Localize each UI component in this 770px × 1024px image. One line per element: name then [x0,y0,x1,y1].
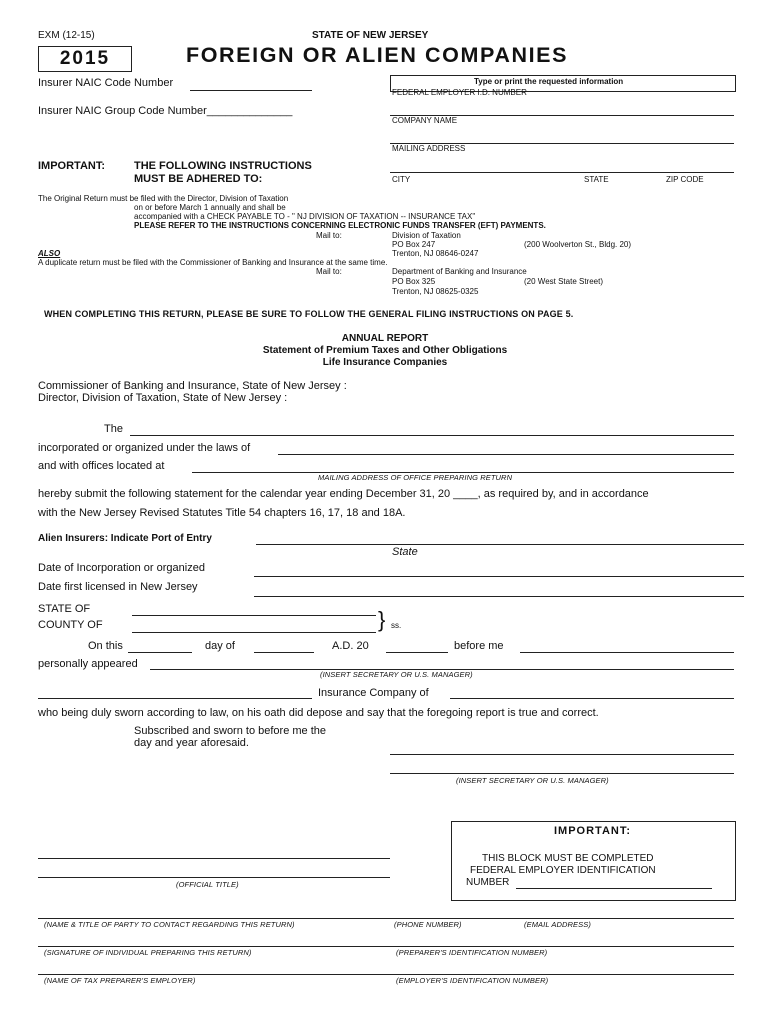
important-line2: MUST BE ADHERED TO: [134,173,263,185]
subscribed-line2: day and year aforesaid. [134,737,249,749]
incorporation-date-field[interactable] [254,576,744,577]
employer-line[interactable] [38,974,734,975]
day-field[interactable] [128,652,192,653]
company-field[interactable] [130,435,734,436]
licensed-date-label: Date first licensed in New Jersey [38,581,198,593]
report-title: ANNUAL REPORT [341,333,429,344]
naic-code-label: Insurer NAIC Code Number [38,77,174,89]
fein-label: FEDERAL EMPLOYER I.D. NUMBER [392,88,527,97]
ss-brace: } [378,607,386,632]
employer-name-caption: (NAME OF TAX PREPARER'S EMPLOYER) [44,976,196,985]
official-signature-field[interactable] [38,858,390,859]
hereby-text: hereby submit the following statement for the calendar year ending December 31, 20 ____, as required by, and in accordance [38,488,649,500]
on-this-label: On this [88,640,123,652]
addressee-commissioner: Commissioner of Banking and Insurance, State of New Jersey : [38,380,347,392]
state-caption: State [392,546,418,558]
day-of-label: day of [205,640,235,652]
important-line1: THE FOLLOWING INSTRUCTIONS [134,160,312,172]
insert-secretary-caption: (INSERT SECRETARY OR U.S. MANAGER) [320,670,473,679]
addr2-line1: Department of Banking and Insurance [392,267,527,276]
ad-label: A.D. 20 [332,640,369,652]
instr-line3: accompanied with a CHECK PAYABLE TO - " NJ DIVISION OF TAXATION -- INSURANCE TAX" [134,212,476,221]
alien-insurers-label: Alien Insurers: Indicate Port of Entry [38,533,212,544]
naic-code-field[interactable] [190,90,312,91]
report-subtitle: Statement of Premium Taxes and Other Obligations [262,345,508,356]
notary-signature-field[interactable] [390,754,734,755]
addr1-street: (200 Woolverton St., Bldg. 20) [524,240,632,249]
important-label: IMPORTANT: [38,160,106,172]
appeared-label: personally appeared [38,658,138,670]
city-label: CITY [392,175,411,184]
mailing-address-label: MAILING ADDRESS [392,144,466,153]
fein-box-field[interactable] [516,888,712,889]
phone-caption: (PHONE NUMBER) [394,920,462,929]
zip-label: ZIP CODE [666,175,704,184]
before-me-label: before me [454,640,504,652]
addr2-street: (20 West State Street) [524,277,603,286]
duplicate-note: A duplicate return must be filed with the Commissioner of Banking and Insurance at the same time. [38,258,388,267]
employer-id-caption: (EMPLOYER'S IDENTIFICATION NUMBER) [396,976,549,985]
mail-to-2: Mail to: [316,267,342,276]
fein-box-line2: FEDERAL EMPLOYER IDENTIFICATION [470,865,656,876]
the-label: The [104,423,123,435]
mailing-address-caption: MAILING ADDRESS OF OFFICE PREPARING RETURN [318,473,513,482]
naic-group-label: Insurer NAIC Group Code Number______________ [38,105,293,117]
year-field[interactable] [386,652,448,653]
addressee-director: Director, Division of Taxation, State of New Jersey : [38,392,288,404]
county-of-label: COUNTY OF [38,619,103,631]
fein-box-line1: THIS BLOCK MUST BE COMPLETED [482,853,654,864]
month-field[interactable] [254,652,314,653]
incorporation-date-label: Date of Incorporation or organized [38,562,205,574]
state-of-field[interactable] [132,615,376,616]
form-code: EXM (12-15) [38,30,95,41]
fein-box-title: IMPORTANT: [553,825,631,837]
ss-label: ss. [391,621,402,630]
addr1-line1: Division of Taxation [392,231,461,240]
email-caption: (EMAIL ADDRESS) [524,920,591,929]
official-title-caption: (OFFICIAL TITLE) [176,880,239,889]
addr2-line3: Trenton, NJ 08625-0325 [392,287,479,296]
insert-secretary-caption-2: (INSERT SECRETARY OR U.S. MANAGER) [456,776,609,785]
general-filing-note: WHEN COMPLETING THIS RETURN, PLEASE BE SURE TO FOLLOW THE GENERAL FILING INSTRUCTIONS ON PAGE 5. [44,309,574,319]
signature-line[interactable] [38,946,734,947]
also-label: ALSO [38,249,61,258]
instr-line1: The Original Return must be filed with the Director, Division of Taxation [38,194,289,203]
state-heading: STATE OF NEW JERSEY [312,30,429,41]
insurance-of-field[interactable] [450,698,734,699]
signature-caption: (SIGNATURE OF INDIVIDUAL PREPARING THIS RETURN) [44,948,252,957]
company-name-label: COMPANY NAME [392,116,458,125]
report-type: Life Insurance Companies [322,357,448,368]
insurance-co-label: Insurance Company of [318,687,429,699]
type-print-note: Type or print the requested information [474,77,624,86]
incorporated-label: incorporated or organized under the laws of [38,442,251,454]
instr-line2: on or before March 1 annually and shall be [134,203,286,212]
contact-line[interactable] [38,918,734,919]
county-of-field[interactable] [132,632,376,633]
fein-box-line3: NUMBER [466,877,510,888]
form-title: FOREIGN OR ALIEN COMPANIES [186,43,569,67]
mailing-address-field[interactable] [390,172,734,173]
subscribed-line1: Subscribed and sworn to before me the [134,725,327,737]
incorporated-field[interactable] [278,454,734,455]
licensed-date-field[interactable] [254,596,744,597]
insurance-name-field[interactable] [38,698,312,699]
statutes-text: with the New Jersey Revised Statutes Title 54 chapters 16, 17, 18 and 18A. [38,507,406,519]
preparer-id-caption: (PREPARER'S IDENTIFICATION NUMBER) [396,948,548,957]
sworn-text: who being duly sworn according to law, on his oath did depose and say that the foregoing report is true and correct. [38,707,599,719]
before-me-field[interactable] [520,652,734,653]
instr-eft: PLEASE REFER TO THE INSTRUCTIONS CONCERNING ELECTRONIC FUNDS TRANSFER (EFT) PAYMENTS. [134,221,546,230]
addr1-line2: PO Box 247 [392,240,436,249]
addr1-line3: Trenton, NJ 08646-0247 [392,249,479,258]
offices-label: and with offices located at [38,460,165,472]
mail-to-1: Mail to: [316,231,342,240]
secretary-signature-field[interactable] [390,773,734,774]
year-box [38,46,132,72]
addr2-line2: PO Box 325 [392,277,436,286]
contact-caption: (NAME & TITLE OF PARTY TO CONTACT REGARDING THIS RETURN) [44,920,295,929]
port-of-entry-field[interactable] [256,544,744,545]
year: 2015 [59,48,111,69]
state-of-label: STATE OF [38,603,91,615]
official-title-field[interactable] [38,877,390,878]
state-label: STATE [584,175,609,184]
